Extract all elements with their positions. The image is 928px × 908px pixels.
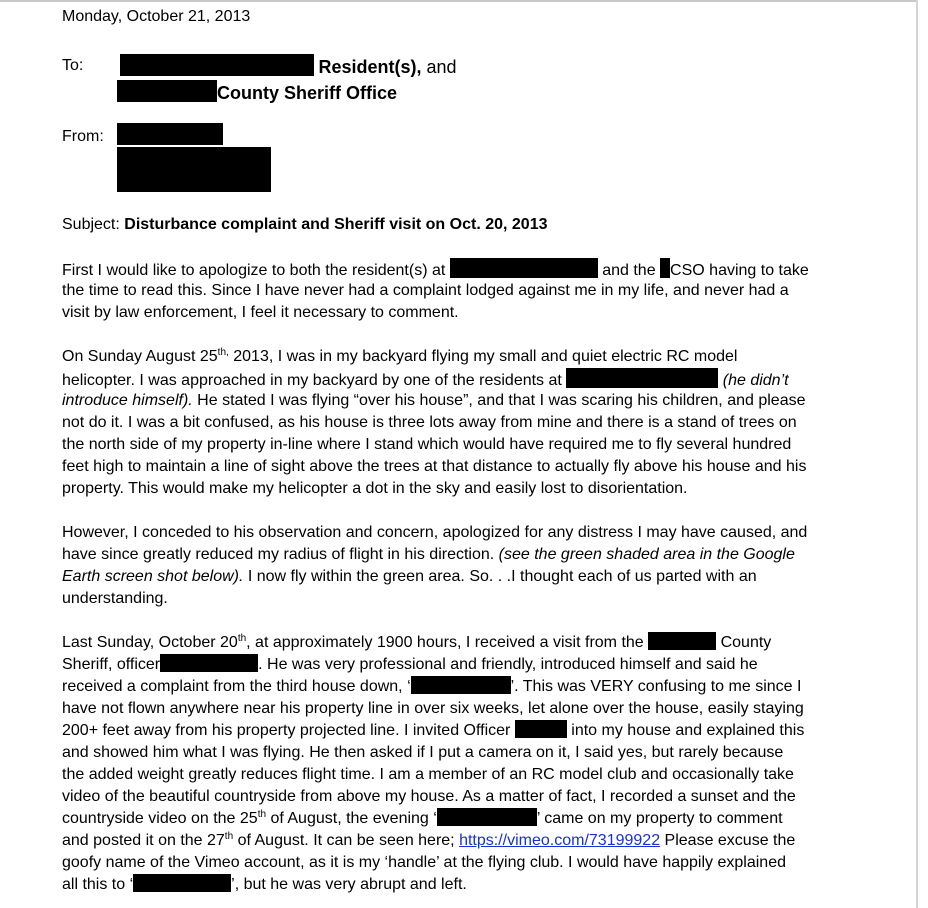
text: On Sunday August 25: [62, 348, 218, 365]
redaction: [660, 258, 670, 278]
text: . He was very professional and friendly, introduced himself and said he: [258, 656, 758, 673]
redaction: [117, 123, 223, 145]
text: of August, the evening ‘: [266, 810, 437, 827]
redaction: [120, 54, 314, 76]
text: 200+ feet away from his property projected line. I invited Officer: [62, 722, 511, 739]
text: ’ came on my property to comment: [536, 810, 783, 827]
letter-date: Monday, October 21, 2013: [62, 8, 251, 25]
paragraph-3: [62, 522, 862, 610]
superscript: th: [224, 831, 234, 842]
redaction: [450, 258, 598, 278]
text: ’. This was VERY confusing to me since I: [510, 678, 802, 695]
from-label: From:: [62, 128, 104, 145]
text: and the: [597, 262, 656, 279]
subject-line: [62, 216, 548, 234]
text: , at approximately 1900 hours, I received a visit from the: [246, 634, 644, 651]
to-recipient-sheriff: County Sheriff Office: [217, 83, 398, 103]
superscript: th: [257, 809, 267, 820]
text: CSO having to take: [670, 262, 809, 279]
redaction: [437, 808, 537, 826]
text: not do it. I was a bit confused, as his house is three lots away from mine and there is a stand of trees on: [62, 414, 797, 431]
redaction: [160, 654, 258, 672]
superscript: th,: [217, 347, 229, 358]
text: feet high to maintain a line of sight above the trees at that distance to actually fly above his house and his: [62, 458, 807, 475]
text: Last Sunday, October 20: [62, 634, 238, 651]
to-line-1: [120, 54, 457, 78]
text: Please excuse the: [660, 832, 796, 849]
vimeo-link[interactable]: https://vimeo.com/73199922: [459, 832, 661, 849]
text: Earth screen shot below).: [62, 568, 244, 585]
subject-text: Disturbance complaint and Sheriff visit on Oct. 20, 2013: [124, 216, 548, 233]
to-label: To:: [62, 57, 84, 74]
redaction: [515, 720, 567, 738]
text: received a complaint from the third house down, ‘: [62, 678, 411, 695]
to-line-2: [117, 80, 397, 104]
redaction: [648, 632, 716, 650]
page-top-edge: [0, 0, 916, 2]
page-right-edge: [916, 0, 918, 908]
text: and showed him what I was flying. He then asked if I put a camera on it, I said yes, but rarely because: [62, 744, 784, 761]
paragraph-2: [62, 346, 862, 500]
text: understanding.: [62, 590, 168, 607]
paragraph-1: [62, 258, 862, 324]
paragraph-4: [62, 632, 862, 896]
redaction: [566, 368, 718, 388]
text: all this to ‘: [62, 876, 134, 893]
superscript: th: [237, 633, 247, 644]
subject-label: Subject:: [62, 216, 120, 233]
text: countryside video on the 25: [62, 810, 258, 827]
redaction: [117, 80, 217, 102]
text: ’, but he was very abrupt and left.: [231, 876, 467, 893]
text: Sheriff, officer: [62, 656, 161, 673]
to-recipient-residents: Resident(s),: [318, 57, 422, 77]
text: the time to read this. Since I have never had a complaint lodged against me in my life, and never had a: [62, 282, 789, 299]
text: and posted it on the 27: [62, 832, 225, 849]
text: the north side of my property in-line where I stand which would have required me to fly several hundred: [62, 436, 792, 453]
to-and: and: [421, 57, 457, 77]
text: First I would like to apologize to both the resident(s) at: [62, 262, 446, 279]
text: He stated I was flying “over his house”, and that I was scaring his children, and please: [192, 392, 806, 409]
text: (see the green shaded area in the Google: [494, 546, 795, 563]
text: introduce himself).: [62, 392, 193, 409]
text: video of the beautiful countryside from above my house. As a matter of fact, I recorded a sunset and the: [62, 788, 796, 805]
text: goofy name of the Vimeo account, as it is my ‘handle’ at the flying club. I would have happily explained: [62, 854, 786, 871]
redaction: [411, 676, 511, 694]
text: (he didn’t: [718, 372, 789, 389]
text: helicopter. I was approached in my backyard by one of the residents at: [62, 372, 562, 389]
text: have not flown anywhere near his property line in over six weeks, let alone over the house, easily staying: [62, 700, 804, 717]
text: I now fly within the green area. So. . .I thought each of us parted with an: [243, 568, 757, 585]
text: However, I conceded to his observation and concern, apologized for any distress I may have caused, and: [62, 524, 808, 541]
text: the added weight greatly reduces flight time. I am a member of an RC model club and occasionally take: [62, 766, 794, 783]
text: County: [716, 634, 772, 651]
text: have since greatly reduced my radius of flight in his direction.: [62, 546, 495, 563]
text: into my house and explained this: [566, 722, 805, 739]
text: 2013, I was in my backyard flying my small and quiet electric RC model: [228, 348, 738, 365]
redaction: [133, 874, 231, 892]
text: visit by law enforcement, I feel it necessary to comment.: [62, 304, 459, 321]
text: property. This would make my helicopter a dot in the sky and easily lost to disorientation.: [62, 480, 688, 497]
redaction: [117, 147, 271, 192]
text: of August. It can be seen here;: [233, 832, 460, 849]
